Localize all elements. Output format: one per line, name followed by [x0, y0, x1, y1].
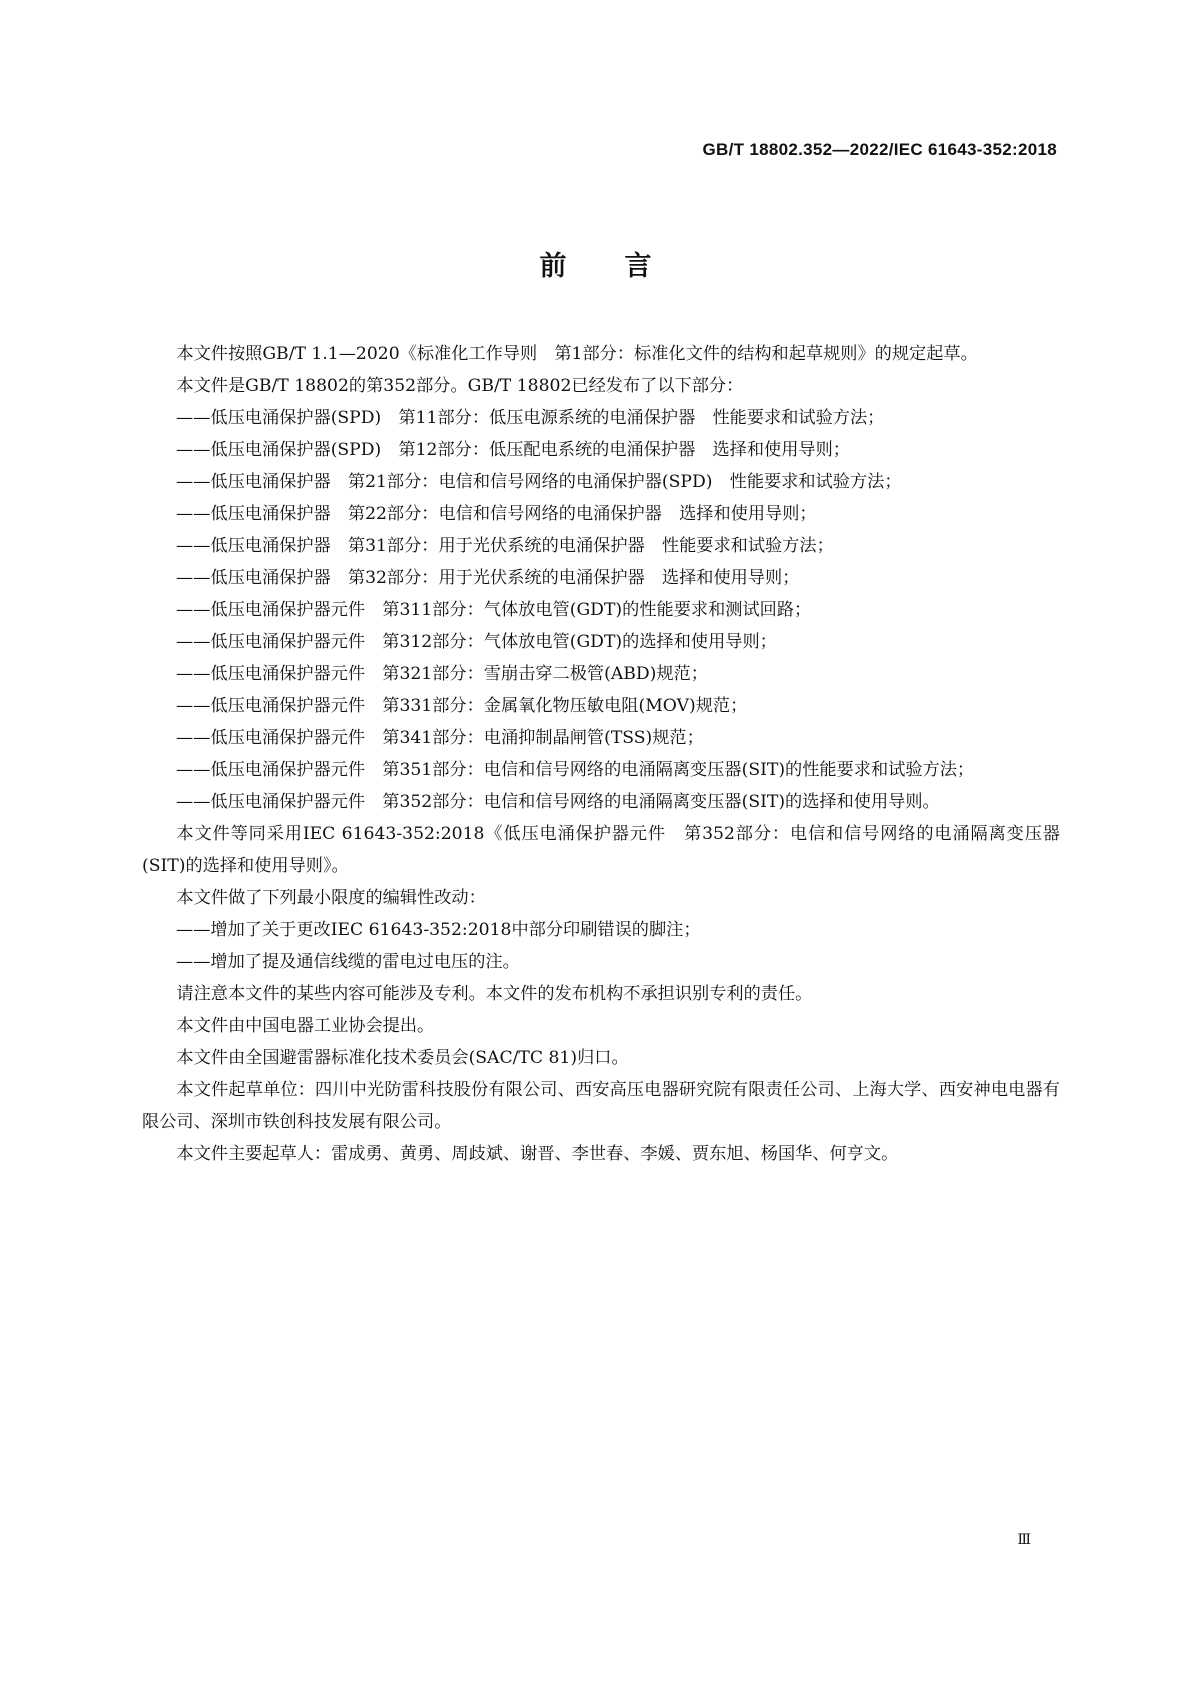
list-item: ——低压电涌保护器元件 第331部分：金属氧化物压敏电阻(MOV)规范；	[176, 696, 748, 716]
paragraph: 本文件等同采用IEC 61643-352:2018《低压电涌保护器元件 第352部分：电信和信号网络的电涌隔离变压器(SIT)的选择和使用导则》。	[142, 824, 1060, 876]
list-item: ——低压电涌保护器元件 第352部分：电信和信号网络的电涌隔离变压器(SIT)的选择和使用导则。	[176, 792, 940, 812]
list-item: ——低压电涌保护器 第31部分：用于光伏系统的电涌保护器 性能要求和试验方法；	[176, 536, 834, 556]
foreword-body	[142, 338, 1060, 1170]
list-item: ——低压电涌保护器元件 第312部分：气体放电管(GDT)的选择和使用导则；	[176, 632, 777, 652]
list-item: ——低压电涌保护器元件 第321部分：雪崩击穿二极管(ABD)规范；	[176, 664, 708, 684]
list-item: ——低压电涌保护器元件 第341部分：电涌抑制晶闸管(TSS)规范；	[176, 728, 704, 748]
paragraph: 请注意本文件的某些内容可能涉及专利。本文件的发布机构不承担识别专利的责任。	[176, 984, 813, 1004]
list-item: ——低压电涌保护器 第32部分：用于光伏系统的电涌保护器 选择和使用导则；	[176, 568, 800, 588]
list-item: ——增加了关于更改IEC 61643-352:2018中部分印刷错误的脚注；	[176, 920, 701, 940]
list-item: ——低压电涌保护器 第21部分：电信和信号网络的电涌保护器(SPD) 性能要求和试验方法；	[176, 472, 902, 492]
list-item: ——低压电涌保护器(SPD) 第11部分：低压电源系统的电涌保护器 性能要求和试验方法；	[176, 408, 885, 428]
paragraph: 本文件由中国电器工业协会提出。	[176, 1016, 435, 1036]
paragraph: 本文件按照GB/T 1.1—2020《标准化工作导则 第1部分：标准化文件的结构和起草规则》的规定起草。	[176, 344, 978, 364]
list-item: ——低压电涌保护器 第22部分：电信和信号网络的电涌保护器 选择和使用导则；	[176, 504, 817, 524]
paragraph: 本文件做了下列最小限度的编辑性改动：	[176, 888, 486, 908]
paragraph: 本文件主要起草人：雷成勇、黄勇、周歧斌、谢晋、李世春、李媛、贾东旭、杨国华、何亨文。	[176, 1144, 899, 1164]
standard-code-header: GB/T 18802.352—2022/IEC 61643-352:2018	[702, 140, 1057, 159]
page-title: 前言	[539, 251, 710, 282]
list-item: ——低压电涌保护器元件 第311部分：气体放电管(GDT)的性能要求和测试回路；	[176, 600, 812, 620]
list-item: ——低压电涌保护器元件 第351部分：电信和信号网络的电涌隔离变压器(SIT)的性能要求和试验方法；	[176, 760, 975, 780]
list-item: ——增加了提及通信线缆的雷电过电压的注。	[176, 952, 520, 972]
list-item: ——低压电涌保护器(SPD) 第12部分：低压配电系统的电涌保护器 选择和使用导则；	[176, 440, 850, 460]
paragraph: 本文件起草单位：四川中光防雷科技股份有限公司、西安高压电器研究院有限责任公司、上海大学、西安神电电器有限公司、深圳市铁创科技发展有限公司。	[142, 1080, 1060, 1132]
paragraph: 本文件由全国避雷器标准化技术委员会(SAC/TC 81)归口。	[176, 1048, 629, 1068]
paragraph: 本文件是GB/T 18802的第352部分。GB/T 18802已经发布了以下部分：	[176, 376, 744, 396]
page-number: Ⅲ	[1017, 1532, 1031, 1548]
